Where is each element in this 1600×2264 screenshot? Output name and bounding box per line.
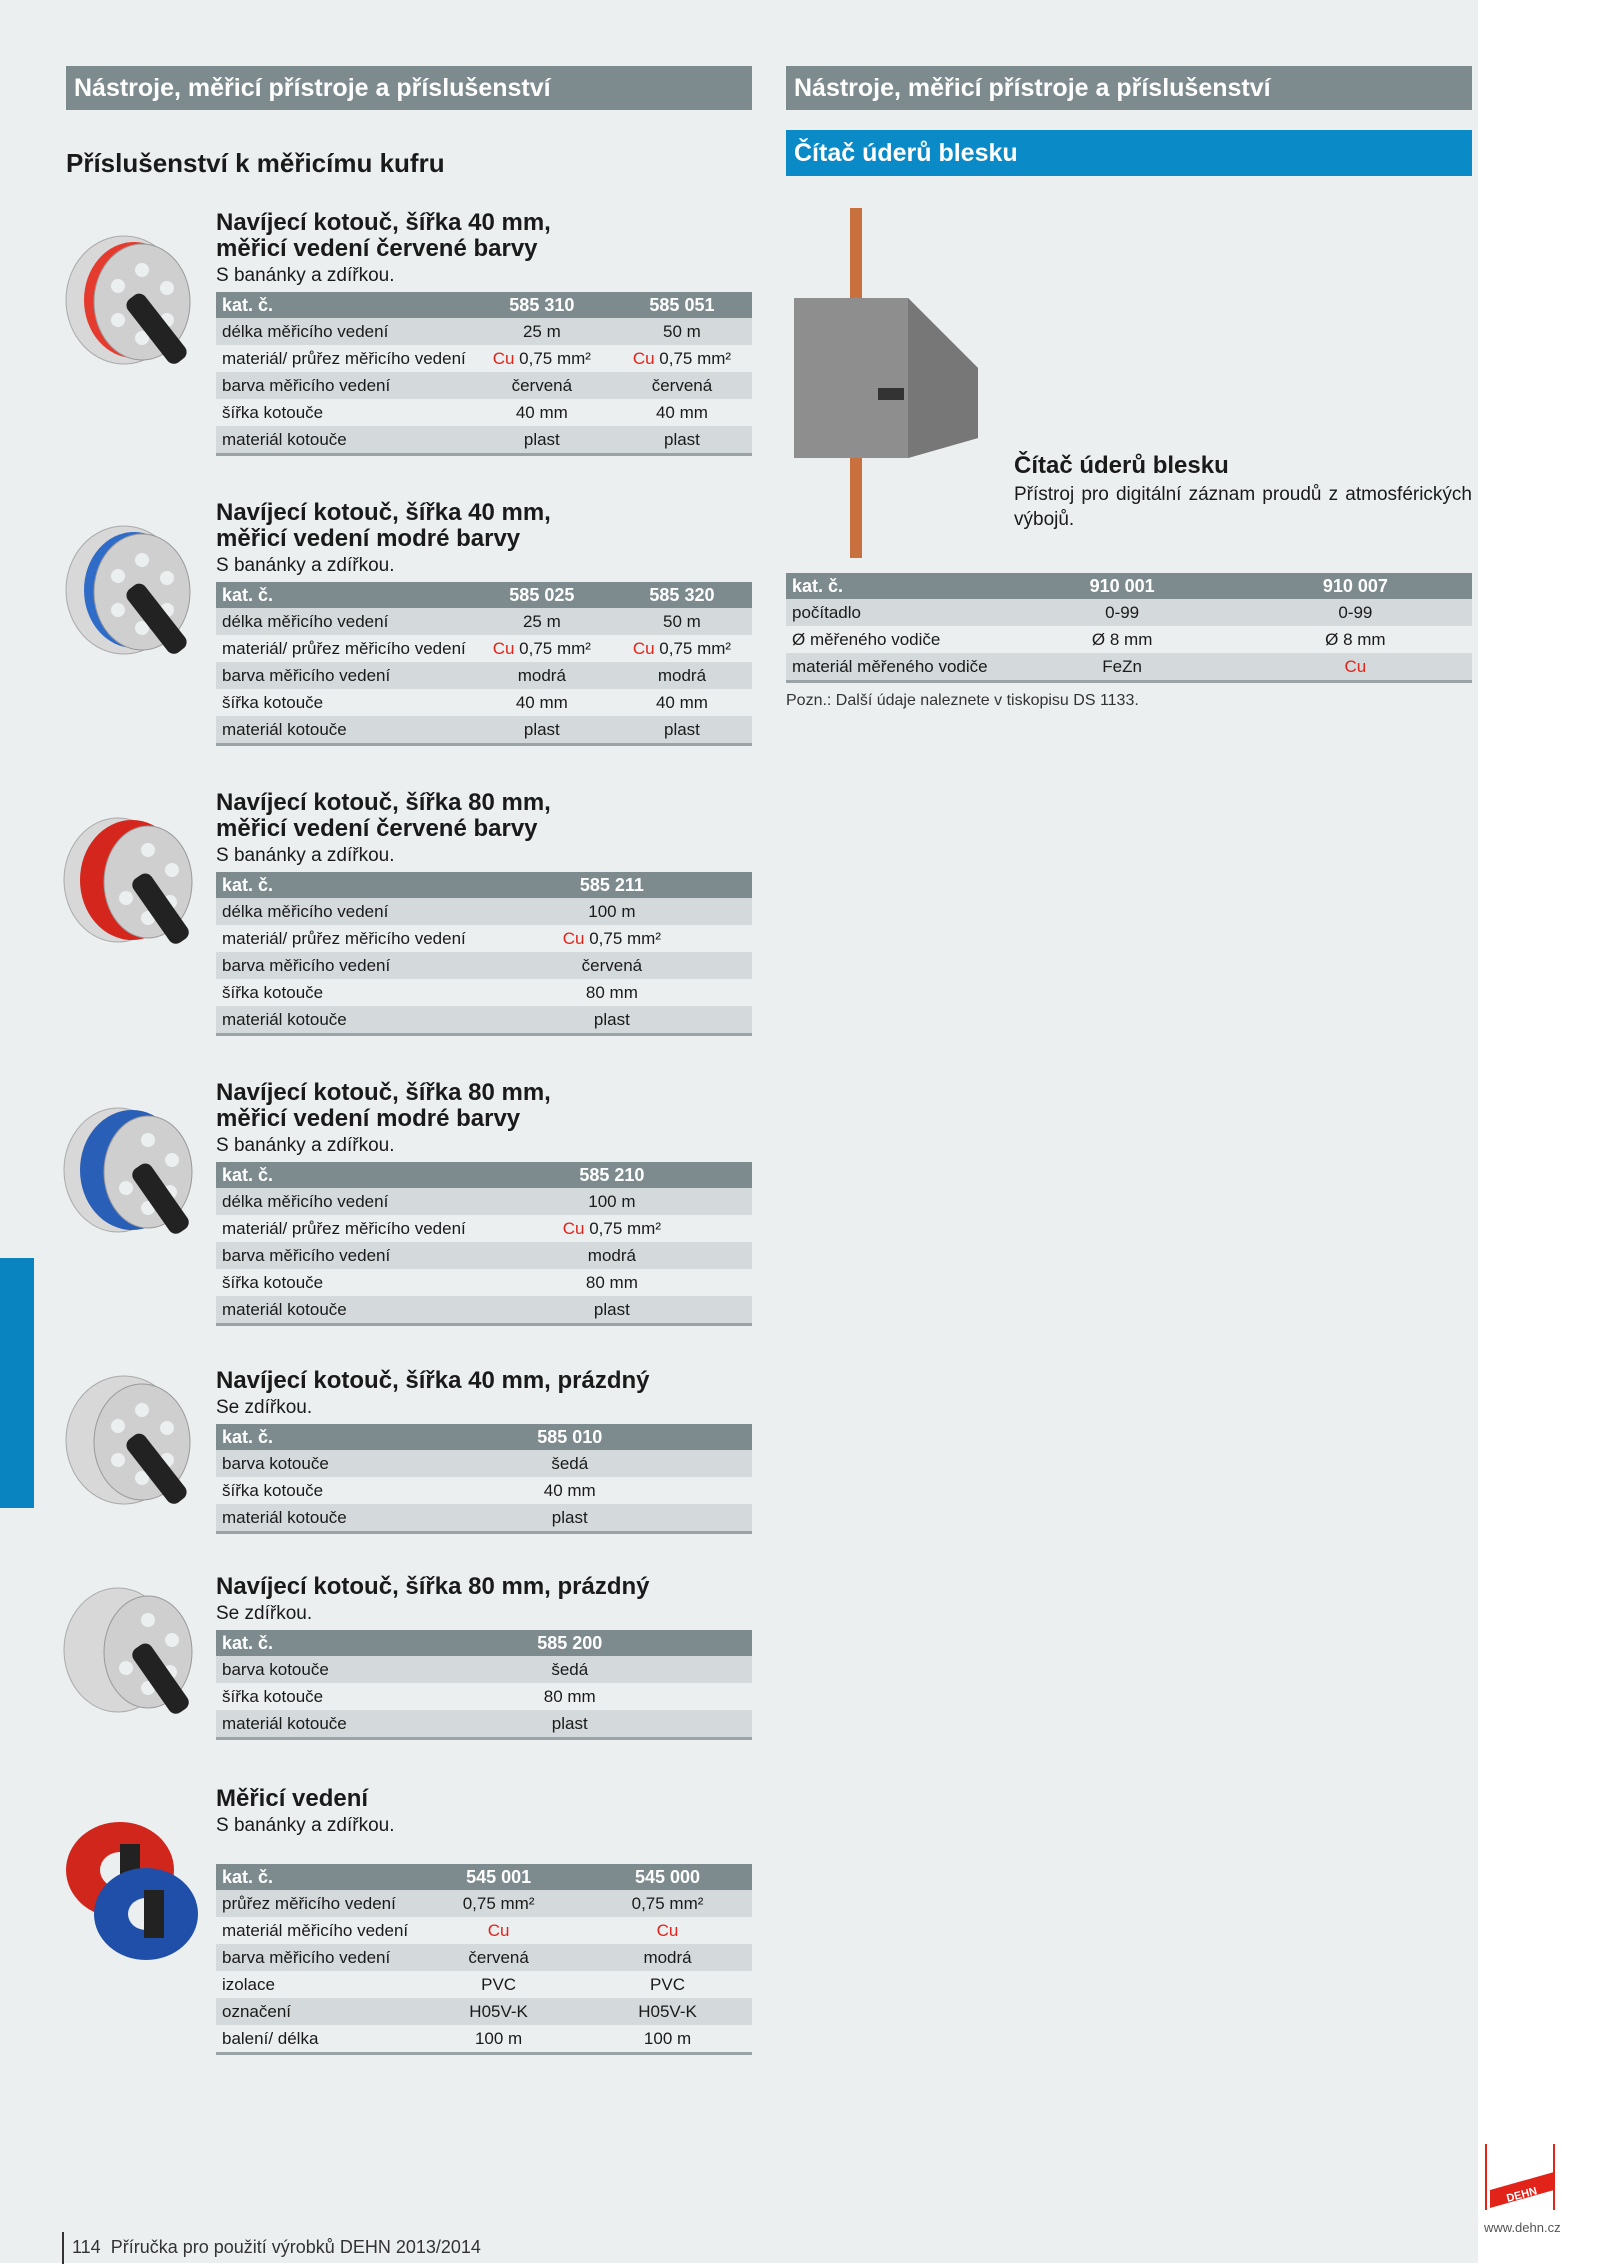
table-header-row [216, 1424, 752, 1450]
table-cell: 100 m [472, 898, 752, 925]
dehn-logo-icon [1484, 2140, 1558, 2214]
spec-table [786, 573, 1472, 683]
product-title: Navíjecí kotouč, šířka 80 mm, prázdný [216, 1573, 650, 1600]
table-cell: FeZn [1006, 653, 1239, 682]
product-reel-empty-80 [216, 1574, 752, 1740]
table-cell: 40 mm [388, 1477, 752, 1504]
row-label: délka měřicího vedení [216, 1188, 472, 1215]
page-number: 114 [72, 2236, 101, 2257]
table-row [216, 1269, 752, 1296]
product-test-leads [216, 1786, 752, 2055]
table-cell: 0,75 mm² [583, 1890, 752, 1917]
cross-section-value: 0,75 mm² [514, 638, 591, 658]
table-cell: plast [388, 1504, 752, 1533]
table-cell: 25 m [472, 608, 612, 635]
spec-table [216, 1864, 752, 2055]
lightning-counter-image [788, 208, 988, 568]
table-cell: plast [612, 426, 752, 455]
table-cell: červená [472, 372, 612, 399]
catalog-number: 910 007 [1239, 573, 1472, 599]
table-cell [1239, 653, 1472, 682]
product-title: Navíjecí kotouč, šířka 80 mm, měřicí vedení červené barvy [216, 789, 551, 842]
table-row [216, 952, 752, 979]
table-row [216, 1890, 752, 1917]
table-cell: 0-99 [1006, 599, 1239, 626]
reel-blue-40-image [62, 520, 212, 680]
catalog-label: kat. č. [216, 582, 472, 608]
catalog-label: kat. č. [216, 292, 472, 318]
row-label: barva kotouče [216, 1656, 388, 1683]
table-cell [472, 1215, 752, 1242]
table-row [216, 1971, 752, 1998]
table-header-row [216, 1630, 752, 1656]
row-label: barva měřicího vedení [216, 1242, 472, 1269]
table-cell: 100 m [472, 1188, 752, 1215]
table-header-row [216, 1162, 752, 1188]
product-subtitle: Se zdířkou. [216, 1603, 313, 1624]
catalog-number: 585 051 [612, 292, 752, 318]
table-cell: 40 mm [612, 399, 752, 426]
cross-section-value: 0,75 mm² [584, 1218, 662, 1238]
row-label: šířka kotouče [216, 1477, 388, 1504]
material-cu: Cu [562, 1218, 585, 1238]
table-cell: plast [472, 426, 612, 455]
product-reel-empty-40 [216, 1368, 752, 1534]
product-title: Měřicí vedení [216, 1785, 369, 1812]
table-row [216, 1006, 752, 1035]
row-label: materiál kotouče [216, 1504, 388, 1533]
row-label: šířka kotouče [216, 399, 472, 426]
table-row [216, 426, 752, 455]
row-label: barva kotouče [216, 1450, 388, 1477]
table-cell: plast [612, 716, 752, 745]
table-cell: plast [472, 716, 612, 745]
reel-empty-40-image [62, 1370, 212, 1530]
table-header-row [216, 582, 752, 608]
cross-section-value: 0,75 mm² [654, 638, 732, 658]
table-cell: 100 m [414, 2025, 583, 2054]
website-url: www.dehn.cz [1484, 2220, 1561, 2235]
catalog-number: 585 200 [388, 1630, 752, 1656]
row-label: materiál měřeného vodiče [786, 653, 1006, 682]
table-cell: 40 mm [472, 399, 612, 426]
counter-title: Čítač úderů blesku [1014, 452, 1229, 479]
row-label: Ø měřeného vodiče [786, 626, 1006, 653]
table-cell: Ø 8 mm [1006, 626, 1239, 653]
row-label: materiál/ průřez měřicího vedení [216, 1215, 472, 1242]
catalog-number: 585 211 [472, 872, 752, 898]
spec-table [216, 582, 752, 746]
catalog-label: kat. č. [216, 1162, 472, 1188]
table-row [786, 599, 1472, 626]
table-row [216, 1656, 752, 1683]
product-title: Navíjecí kotouč, šířka 40 mm, měřicí vedení červené barvy [216, 209, 551, 262]
chapter-side-tab [0, 1258, 34, 1508]
material-cu: Cu [656, 1920, 679, 1940]
catalog-number: 545 000 [583, 1864, 752, 1890]
table-cell [612, 635, 752, 662]
table-row [216, 345, 752, 372]
row-label: barva měřicího vedení [216, 662, 472, 689]
table-cell: H05V-K [414, 1998, 583, 2025]
reel-empty-80-image [62, 1580, 212, 1740]
right-category-bar: Nástroje, měřicí přístroje a příslušenství [786, 66, 1472, 110]
table-row [216, 898, 752, 925]
material-cu: Cu [632, 638, 655, 658]
left-section-title: Příslušenství k měřicímu kufru [66, 148, 445, 178]
row-label: materiál měřicího vedení [216, 1917, 414, 1944]
row-label: materiál/ průřez měřicího vedení [216, 345, 472, 372]
row-label: průřez měřicího vedení [216, 1890, 414, 1917]
row-label: balení/ délka [216, 2025, 414, 2054]
catalog-number: 585 210 [472, 1162, 752, 1188]
test-leads-image [62, 1810, 202, 1970]
product-title: Navíjecí kotouč, šířka 80 mm, měřicí vedení modré barvy [216, 1079, 551, 1132]
table-cell: šedá [388, 1450, 752, 1477]
product-subtitle: S banánky a zdířkou. [216, 265, 395, 286]
lightning-counter-table-wrap [786, 573, 1472, 683]
lightning-counter-description [1014, 452, 1472, 532]
left-category-bar: Nástroje, měřicí přístroje a příslušenství [66, 66, 752, 110]
table-cell: 40 mm [612, 689, 752, 716]
table-row [216, 1944, 752, 1971]
logo-text: DEHN [1505, 2185, 1539, 2205]
table-cell: PVC [414, 1971, 583, 1998]
row-label: délka měřicího vedení [216, 898, 472, 925]
table-cell: modrá [472, 662, 612, 689]
catalog-number: 585 310 [472, 292, 612, 318]
table-cell: modrá [472, 1242, 752, 1269]
table-row [216, 318, 752, 345]
table-row [216, 372, 752, 399]
row-label: materiál/ průřez měřicího vedení [216, 925, 472, 952]
table-cell: 0,75 mm² [414, 1890, 583, 1917]
row-label: materiál kotouče [216, 1296, 472, 1325]
table-row [786, 626, 1472, 653]
row-label: délka měřicího vedení [216, 318, 472, 345]
table-cell [583, 1917, 752, 1944]
product-reel-blue-40 [216, 500, 752, 746]
material-cu: Cu [492, 638, 515, 658]
material-cu: Cu [562, 928, 585, 948]
table-header-row [786, 573, 1472, 599]
table-cell: 50 m [612, 608, 752, 635]
catalog-number: 585 320 [612, 582, 752, 608]
row-label: šířka kotouče [216, 1269, 472, 1296]
table-cell: 40 mm [472, 689, 612, 716]
footer-rule [62, 2232, 64, 2264]
table-row [216, 635, 752, 662]
table-cell: modrá [612, 662, 752, 689]
table-row [216, 925, 752, 952]
page-footer [62, 2232, 481, 2264]
cross-section-value: 0,75 mm² [514, 348, 591, 368]
table-header-row [216, 1864, 752, 1890]
table-row [216, 1710, 752, 1739]
table-row [216, 979, 752, 1006]
product-title: Navíjecí kotouč, šířka 40 mm, měřicí vedení modré barvy [216, 499, 551, 552]
right-section-bar: Čítač úderů blesku [786, 130, 1472, 176]
table-cell: plast [388, 1710, 752, 1739]
table-cell [472, 925, 752, 952]
catalog-label: kat. č. [216, 1630, 388, 1656]
product-subtitle: S banánky a zdířkou. [216, 555, 395, 576]
row-label: materiál kotouče [216, 716, 472, 745]
table-row [216, 1188, 752, 1215]
row-label: materiál/ průřez měřicího vedení [216, 635, 472, 662]
spec-table [216, 1424, 752, 1534]
catalog-label: kat. č. [216, 1424, 388, 1450]
table-cell: modrá [583, 1944, 752, 1971]
reel-red-40-image [62, 230, 212, 390]
table-cell [472, 635, 612, 662]
catalog-label: kat. č. [786, 573, 1006, 599]
table-row [786, 653, 1472, 682]
product-reel-red-80 [216, 790, 752, 1036]
table-row [216, 689, 752, 716]
counter-note: Pozn.: Další údaje naleznete v tiskopisu DS 1133. [786, 692, 1139, 709]
table-row [216, 399, 752, 426]
row-label: materiál kotouče [216, 426, 472, 455]
table-row [216, 1998, 752, 2025]
table-row [216, 1683, 752, 1710]
product-reel-red-40 [216, 210, 752, 456]
row-label: šířka kotouče [216, 979, 472, 1006]
table-row [216, 1215, 752, 1242]
table-row [216, 1450, 752, 1477]
spec-table [216, 1162, 752, 1326]
table-cell: plast [472, 1006, 752, 1035]
material-cu: Cu [492, 348, 515, 368]
footer-text: Příručka pro použití výrobků DEHN 2013/2014 [110, 2236, 481, 2257]
table-row [216, 1477, 752, 1504]
row-label: barva měřicího vedení [216, 952, 472, 979]
reel-blue-80-image [62, 1100, 212, 1260]
table-cell: 50 m [612, 318, 752, 345]
row-label: označení [216, 1998, 414, 2025]
table-header-row [216, 872, 752, 898]
table-cell: šedá [388, 1656, 752, 1683]
table-cell: 80 mm [472, 979, 752, 1006]
table-row [216, 1242, 752, 1269]
material-cu: Cu [632, 348, 655, 368]
table-cell: Ø 8 mm [1239, 626, 1472, 653]
spec-table [216, 1630, 752, 1740]
product-title: Navíjecí kotouč, šířka 40 mm, prázdný [216, 1367, 650, 1394]
row-label: počítadlo [786, 599, 1006, 626]
spec-table [216, 292, 752, 456]
catalog-number: 910 001 [1006, 573, 1239, 599]
table-cell: červená [414, 1944, 583, 1971]
table-cell: 100 m [583, 2025, 752, 2054]
product-subtitle: S banánky a zdířkou. [216, 845, 395, 866]
product-reel-blue-80 [216, 1080, 752, 1326]
table-row [216, 716, 752, 745]
catalog-number: 545 001 [414, 1864, 583, 1890]
table-header-row [216, 292, 752, 318]
reel-red-80-image [62, 810, 212, 970]
material-cu: Cu [487, 1920, 510, 1940]
spec-table [216, 872, 752, 1036]
row-label: izolace [216, 1971, 414, 1998]
row-label: materiál kotouče [216, 1710, 388, 1739]
table-cell: 80 mm [472, 1269, 752, 1296]
row-label: materiál kotouče [216, 1006, 472, 1035]
table-row [216, 1917, 752, 1944]
cross-section-value: 0,75 mm² [584, 928, 662, 948]
row-label: délka měřicího vedení [216, 608, 472, 635]
table-row [216, 2025, 752, 2054]
cross-section-value: 0,75 mm² [654, 348, 732, 368]
product-subtitle: Se zdířkou. [216, 1397, 313, 1418]
material-cu: Cu [1344, 656, 1367, 676]
row-label: barva měřicího vedení [216, 372, 472, 399]
table-cell: 80 mm [388, 1683, 752, 1710]
row-label: barva měřicího vedení [216, 1944, 414, 1971]
table-row [216, 1504, 752, 1533]
catalog-label: kat. č. [216, 1864, 414, 1890]
table-cell: červená [472, 952, 752, 979]
table-cell [612, 345, 752, 372]
counter-description: Přístroj pro digitální záznam proudů z atmosférických výbojů. [1014, 484, 1472, 530]
catalog-label: kat. č. [216, 872, 472, 898]
table-cell: PVC [583, 1971, 752, 1998]
table-row [216, 608, 752, 635]
table-cell: plast [472, 1296, 752, 1325]
table-cell: H05V-K [583, 1998, 752, 2025]
row-label: šířka kotouče [216, 689, 472, 716]
table-cell: 0-99 [1239, 599, 1472, 626]
catalog-number: 585 025 [472, 582, 612, 608]
table-cell [472, 345, 612, 372]
product-subtitle: S banánky a zdířkou. [216, 1135, 395, 1156]
catalog-number: 585 010 [388, 1424, 752, 1450]
product-subtitle: S banánky a zdířkou. [216, 1815, 395, 1836]
table-cell [414, 1917, 583, 1944]
table-cell: červená [612, 372, 752, 399]
table-row [216, 1296, 752, 1325]
table-cell: 25 m [472, 318, 612, 345]
row-label: šířka kotouče [216, 1683, 388, 1710]
table-row [216, 662, 752, 689]
